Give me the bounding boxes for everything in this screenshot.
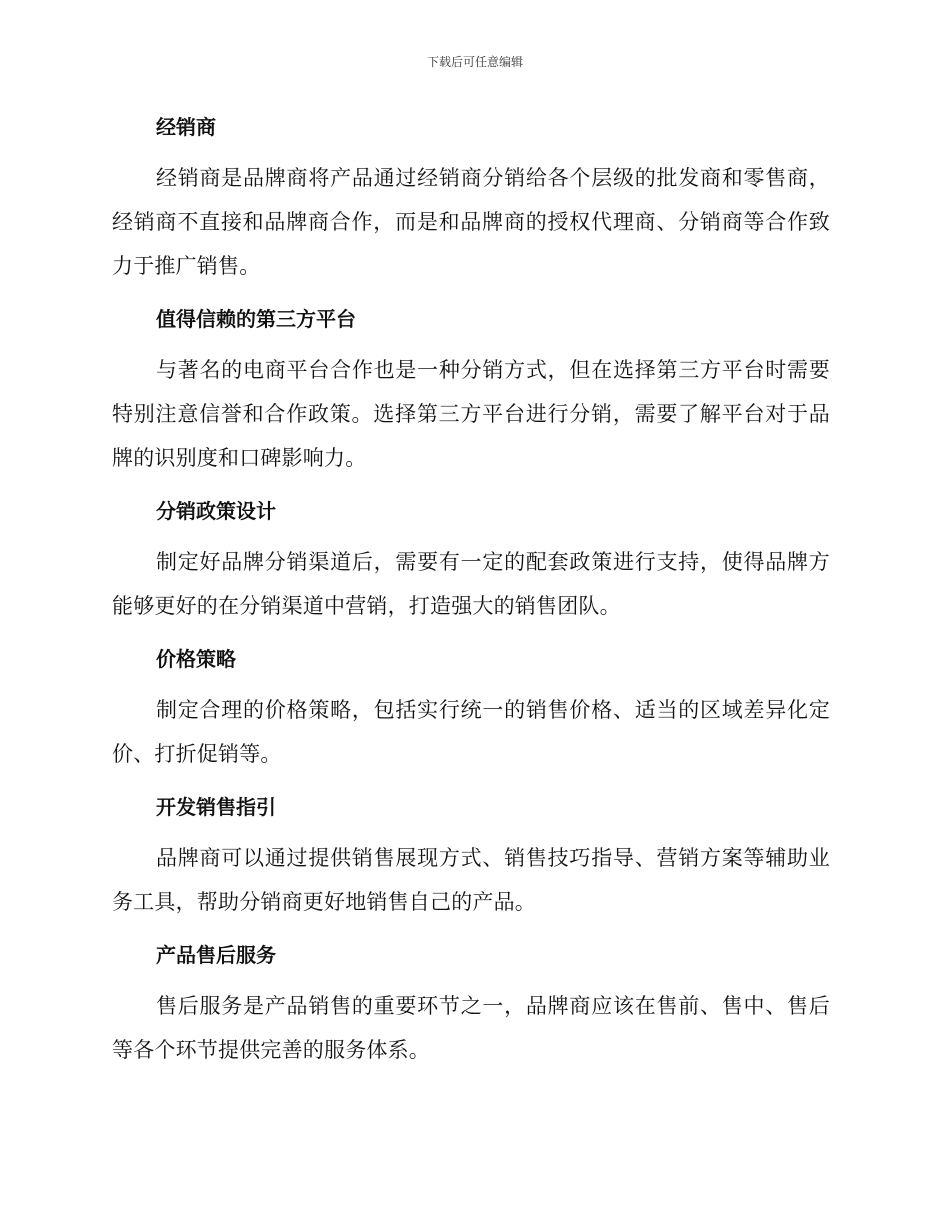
- section-title: 产品售后服务: [156, 943, 276, 967]
- section-title: 分销政策设计: [156, 499, 276, 523]
- section-title: 值得信赖的第三方平台: [156, 307, 356, 331]
- section-title: 开发销售指引: [156, 795, 276, 819]
- document-content: [112, 106, 830, 1082]
- section-body: 品牌商可以通过提供销售展现方式、销售技巧指导、营销方案等辅助业务工具，帮助分销商更好地销售自己的产品。: [112, 846, 830, 914]
- section-body: 售后服务是产品销售的重要环节之一，品牌商应该在售前、售中、售后等各个环节提供完善的服务体系。: [112, 994, 830, 1062]
- page-header: 下载后可任意编辑: [426, 55, 523, 69]
- section-body: 制定好品牌分销渠道后，需要有一定的配套政策进行支持，使得品牌方能够更好的在分销渠道中营销，打造强大的销售团队。: [112, 550, 830, 618]
- section-body: 经销商是品牌商将产品通过经销商分销给各个层级的批发商和零售商，经销商不直接和品牌商合作，而是和品牌商的授权代理商、分销商等合作致力于推广销售。: [112, 166, 830, 278]
- section-body: 制定合理的价格策略，包括实行统一的销售价格、适当的区域差异化定价、打折促销等。: [112, 698, 830, 766]
- section-sales-guidance: [112, 786, 830, 924]
- section-distribution-policy: [112, 490, 830, 628]
- section-third-party-platform: [112, 298, 830, 480]
- section-pricing-strategy: [112, 638, 830, 776]
- section-title: 经销商: [156, 115, 216, 139]
- section-after-sales-service: [112, 934, 830, 1072]
- section-distributor: [112, 106, 830, 288]
- section-body: 与著名的电商平台合作也是一种分销方式，但在选择第三方平台时需要特别注意信誉和合作政策。选择第三方平台进行分销，需要了解平台对于品牌的识别度和口碑影响力。: [112, 358, 830, 470]
- section-title: 价格策略: [156, 647, 236, 671]
